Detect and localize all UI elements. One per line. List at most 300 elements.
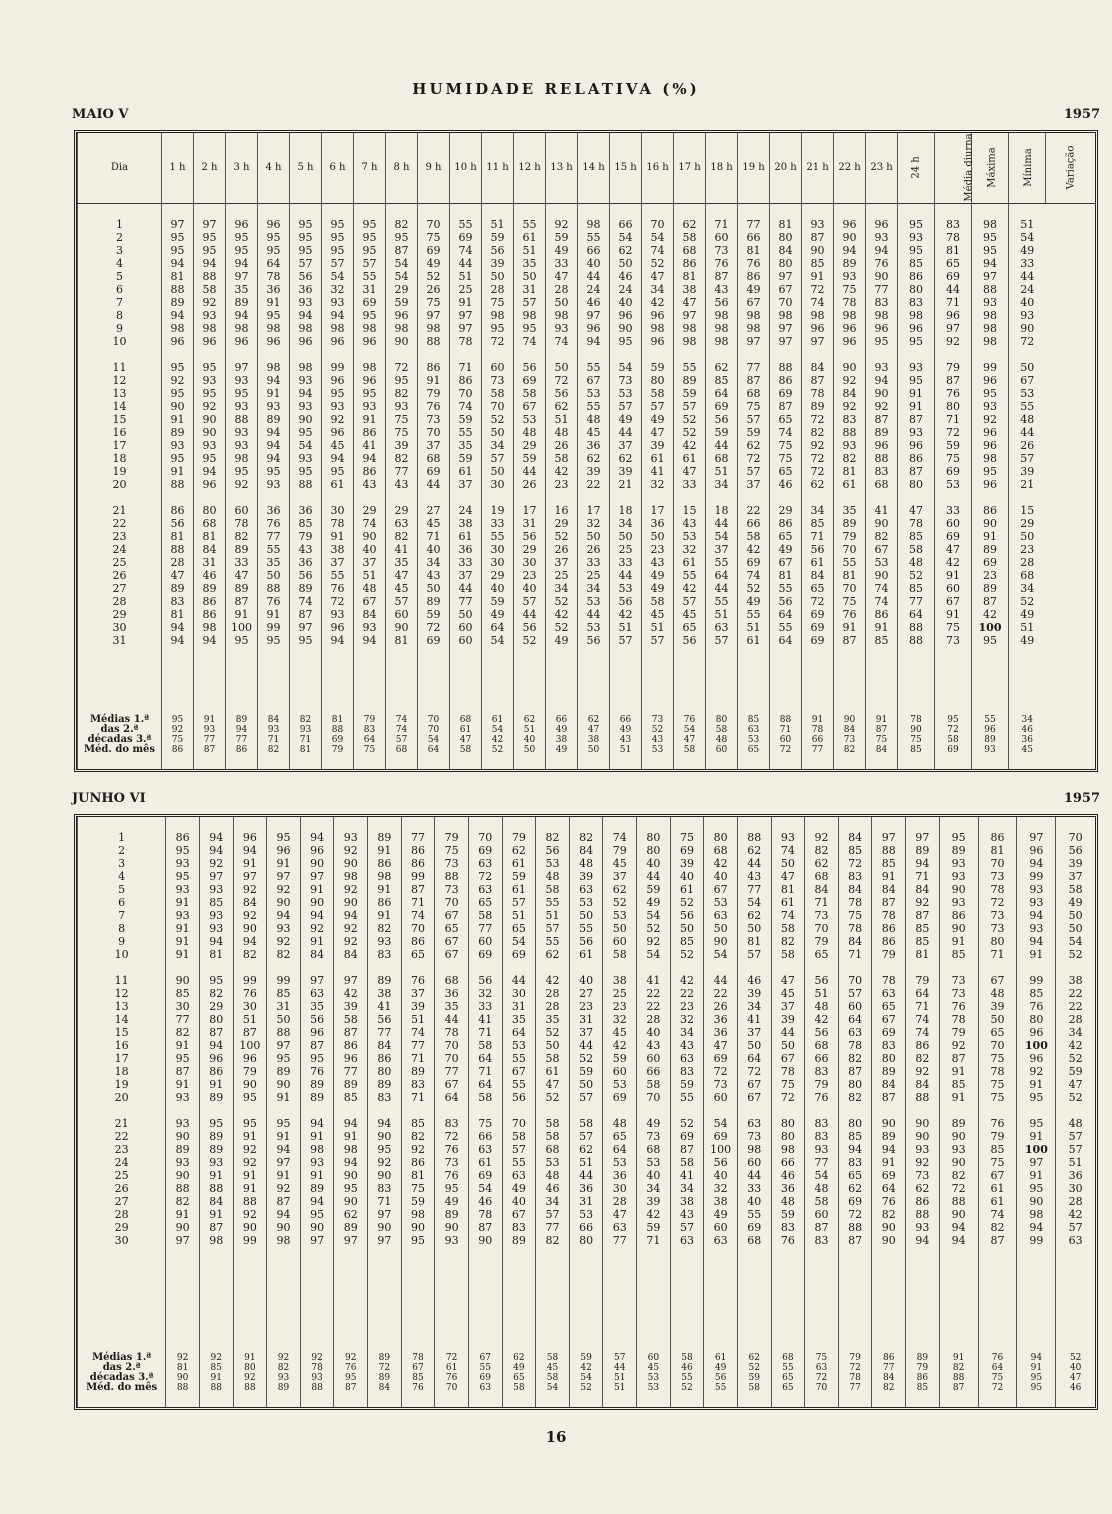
day-cell: 22 — [78, 517, 162, 530]
value-cell: 22 — [1056, 1000, 1095, 1013]
mean-value-cell: 88 — [322, 725, 354, 735]
value-cell: 47 — [546, 270, 578, 283]
value-cell: 91 — [233, 1130, 267, 1143]
value-cell: 66 — [468, 1130, 502, 1143]
spacer-cell — [482, 203, 514, 218]
spacer-cell — [674, 491, 706, 504]
value-cell: 85 — [166, 987, 200, 1000]
value-cell: 92 — [162, 374, 194, 387]
mean-value-cell: 76 — [435, 1373, 469, 1383]
spacer-cell — [78, 348, 162, 361]
spacer-cell — [898, 348, 935, 361]
spacer-cell — [536, 1393, 570, 1407]
value-cell: 98 — [514, 309, 546, 322]
value-cell: 68 — [706, 452, 738, 465]
value-cell: 86 — [199, 1065, 233, 1078]
value-cell: 32 — [642, 478, 674, 491]
value-cell: 40 — [637, 857, 671, 870]
value-cell: 37 — [603, 870, 637, 883]
value-cell: 93 — [939, 857, 978, 870]
mean-value-cell: 40 — [1056, 1363, 1095, 1373]
value-cell: 49 — [1009, 244, 1046, 257]
value-cell: 54 — [706, 530, 738, 543]
value-cell: 98 — [578, 218, 610, 231]
value-cell: 93 — [802, 218, 834, 231]
value-cell: 66 — [569, 1221, 603, 1234]
mean-value-cell: 60 — [770, 735, 802, 745]
value-cell: 75 — [482, 296, 514, 309]
mean-value-cell: 52 — [737, 1363, 771, 1373]
value-cell: 90 — [267, 1221, 301, 1234]
value-cell: 55 — [482, 530, 514, 543]
value-cell: 62 — [610, 244, 642, 257]
table-row — [78, 309, 1096, 322]
mean-value-cell: 90 — [166, 1373, 200, 1383]
value-cell: 98 — [898, 309, 935, 322]
value-cell: 90 — [939, 922, 978, 935]
value-cell: 95 — [322, 387, 354, 400]
spacer-cell — [972, 348, 1009, 361]
value-cell: 75 — [738, 400, 770, 413]
value-cell: 41 — [670, 1169, 704, 1182]
mean-value-cell: 82 — [834, 745, 866, 755]
value-cell: 89 — [162, 582, 194, 595]
value-cell: 82 — [386, 452, 418, 465]
value-cell: 93 — [166, 857, 200, 870]
value-cell: 94 — [258, 374, 290, 387]
value-cell: 98 — [226, 452, 258, 465]
value-cell: 36 — [704, 1013, 738, 1026]
spacer-cell — [637, 817, 671, 831]
column-header: 2 h — [194, 133, 226, 203]
value-cell: 16 — [546, 504, 578, 517]
value-cell: 73 — [435, 1156, 469, 1169]
value-cell: 91 — [300, 1130, 334, 1143]
value-cell: 25 — [610, 543, 642, 556]
value-cell: 75 — [834, 283, 866, 296]
value-cell: 74 — [514, 335, 546, 348]
mean-value-cell: 95 — [334, 1373, 368, 1383]
day-cell: 8 — [78, 309, 162, 322]
value-cell: 81 — [771, 883, 805, 896]
value-cell: 76 — [401, 974, 435, 987]
mean-value-cell: 54 — [536, 1383, 570, 1393]
value-cell: 48 — [1056, 1117, 1095, 1130]
value-cell: 82 — [838, 1052, 872, 1065]
value-cell: 76 — [1017, 1000, 1056, 1013]
value-cell: 93 — [898, 231, 935, 244]
value-cell: 90 — [334, 857, 368, 870]
value-cell: 84 — [802, 361, 834, 374]
value-cell: 72 — [802, 595, 834, 608]
table-row — [78, 426, 1096, 439]
spacer-cell — [233, 817, 267, 831]
value-cell: 95 — [972, 387, 1009, 400]
value-cell: 95 — [1017, 1117, 1056, 1130]
value-cell: 96 — [866, 439, 898, 452]
mean-value-cell: 92 — [334, 1353, 368, 1363]
may-table — [77, 133, 1095, 769]
value-cell: 60 — [386, 608, 418, 621]
spacer-cell — [1056, 1393, 1095, 1407]
value-cell: 88 — [838, 1221, 872, 1234]
value-cell: 73 — [935, 634, 972, 647]
value-cell: 89 — [368, 1078, 402, 1091]
value-cell: 49 — [502, 1182, 536, 1195]
value-cell: 98 — [866, 309, 898, 322]
value-cell: 44 — [435, 1013, 469, 1026]
value-cell: 98 — [972, 335, 1009, 348]
value-cell: 72 — [546, 374, 578, 387]
value-cell: 43 — [674, 517, 706, 530]
value-cell: 67 — [770, 556, 802, 569]
value-cell: 56 — [502, 1091, 536, 1104]
value-cell: 92 — [637, 935, 671, 948]
value-cell: 77 — [738, 218, 770, 231]
value-cell: 86 — [770, 374, 802, 387]
value-cell: 95 — [300, 1208, 334, 1221]
spacer-cell — [450, 203, 482, 218]
value-cell: 44 — [1009, 426, 1046, 439]
value-cell: 74 — [771, 909, 805, 922]
value-cell: 49 — [546, 634, 578, 647]
value-cell: 47 — [704, 1039, 738, 1052]
table-row — [78, 1039, 1096, 1052]
value-cell: 80 — [637, 831, 671, 844]
spacer-cell — [603, 1393, 637, 1407]
value-cell: 94 — [226, 257, 258, 270]
mean-value-cell: 89 — [906, 1353, 940, 1363]
value-cell: 80 — [642, 374, 674, 387]
value-cell: 67 — [935, 595, 972, 608]
value-cell: 83 — [401, 1078, 435, 1091]
value-cell: 54 — [704, 1117, 738, 1130]
spacer-cell — [610, 203, 642, 218]
value-cell: 71 — [637, 1234, 671, 1247]
value-cell: 82 — [771, 935, 805, 948]
value-cell: 77 — [450, 595, 482, 608]
spacer-cell — [802, 647, 834, 716]
value-cell: 55 — [514, 218, 546, 231]
value-cell: 94 — [939, 1234, 978, 1247]
means-label: Méd. do mês — [78, 745, 162, 755]
value-cell: 59 — [450, 413, 482, 426]
value-cell: 89 — [162, 296, 194, 309]
value-cell: 90 — [866, 270, 898, 283]
value-cell: 89 — [300, 1078, 334, 1091]
value-cell: 75 — [834, 595, 866, 608]
value-cell: 58 — [637, 1078, 671, 1091]
spacer-cell — [805, 1104, 839, 1117]
mean-value-cell: 44 — [603, 1363, 637, 1373]
spacer-cell — [162, 491, 194, 504]
mean-value-cell: 49 — [502, 1363, 536, 1373]
value-cell: 41 — [866, 504, 898, 517]
value-cell: 57 — [642, 400, 674, 413]
value-cell: 52 — [569, 1052, 603, 1065]
value-cell: 87 — [334, 1026, 368, 1039]
value-cell: 41 — [368, 1000, 402, 1013]
value-cell: 90 — [233, 1221, 267, 1234]
value-cell: 88 — [906, 1091, 940, 1104]
value-cell: 53 — [610, 582, 642, 595]
spacer-cell — [866, 348, 898, 361]
value-cell: 95 — [972, 634, 1009, 647]
mean-value-cell: 92 — [267, 1353, 301, 1363]
value-cell: 87 — [670, 1143, 704, 1156]
spacer-cell — [199, 1247, 233, 1353]
mean-value-cell: 48 — [706, 735, 738, 745]
value-cell: 97 — [334, 1234, 368, 1247]
value-cell: 84 — [334, 948, 368, 961]
value-cell: 60 — [637, 1052, 671, 1065]
mean-value-cell: 78 — [300, 1363, 334, 1373]
value-cell: 92 — [199, 857, 233, 870]
value-cell: 76 — [805, 1091, 839, 1104]
value-cell: 54 — [482, 634, 514, 647]
mean-value-cell: 46 — [1009, 725, 1046, 735]
value-cell: 72 — [322, 595, 354, 608]
means-row — [78, 1353, 1096, 1363]
value-cell: 72 — [838, 1208, 872, 1221]
value-cell: 85 — [906, 922, 940, 935]
value-cell: 34 — [418, 556, 450, 569]
spacer-cell — [866, 647, 898, 716]
mean-value-cell: 76 — [978, 1353, 1017, 1363]
value-cell: 91 — [368, 883, 402, 896]
value-cell: 60 — [935, 582, 972, 595]
value-cell: 60 — [704, 1091, 738, 1104]
value-cell: 72 — [418, 621, 450, 634]
value-cell: 69 — [450, 231, 482, 244]
value-cell: 64 — [898, 608, 935, 621]
value-cell: 58 — [771, 948, 805, 961]
value-cell: 88 — [872, 844, 906, 857]
value-cell: 56 — [706, 413, 738, 426]
value-cell: 83 — [838, 870, 872, 883]
value-cell: 55 — [770, 621, 802, 634]
mean-value-cell: 49 — [546, 725, 578, 735]
mean-value-cell: 74 — [386, 725, 418, 735]
value-cell: 94 — [334, 1156, 368, 1169]
value-cell: 38 — [704, 1195, 738, 1208]
spacer-cell — [805, 1247, 839, 1353]
value-cell: 23 — [546, 478, 578, 491]
value-cell: 51 — [569, 1156, 603, 1169]
mean-value-cell: 42 — [569, 1363, 603, 1373]
value-cell: 76 — [418, 400, 450, 413]
value-cell: 64 — [770, 634, 802, 647]
means-row — [78, 745, 1096, 755]
value-cell: 55 — [258, 543, 290, 556]
table-row — [78, 844, 1096, 857]
day-cell: 6 — [78, 283, 162, 296]
value-cell: 36 — [642, 517, 674, 530]
mean-value-cell: 54 — [482, 725, 514, 735]
mean-value-cell: 62 — [737, 1353, 771, 1363]
value-cell: 78 — [435, 1026, 469, 1039]
value-cell: 93 — [199, 922, 233, 935]
value-cell: 36 — [603, 1169, 637, 1182]
table-row — [78, 1195, 1096, 1208]
value-cell: 92 — [972, 413, 1009, 426]
value-cell: 91 — [935, 569, 972, 582]
value-cell: 37 — [738, 478, 770, 491]
column-header: Mínima — [1009, 133, 1046, 203]
value-cell: 44 — [610, 569, 642, 582]
value-cell: 31 — [502, 1000, 536, 1013]
value-cell: 44 — [502, 974, 536, 987]
value-cell: 32 — [578, 517, 610, 530]
day-cell: 13 — [78, 1000, 166, 1013]
spacer-cell — [78, 1104, 166, 1117]
value-cell: 91 — [166, 1039, 200, 1052]
value-cell: 95 — [233, 1091, 267, 1104]
value-cell: 84 — [770, 244, 802, 257]
value-cell: 55 — [536, 896, 570, 909]
value-cell: 39 — [482, 257, 514, 270]
value-cell: 26 — [578, 543, 610, 556]
means-row — [78, 1363, 1096, 1373]
value-cell: 97 — [578, 309, 610, 322]
value-cell: 88 — [939, 1195, 978, 1208]
value-cell: 51 — [805, 987, 839, 1000]
value-cell: 93 — [906, 1143, 940, 1156]
value-cell: 90 — [872, 1221, 906, 1234]
spacer-cell — [738, 491, 770, 504]
value-cell: 42 — [334, 987, 368, 1000]
spacer-cell — [233, 1247, 267, 1353]
value-cell: 86 — [334, 1039, 368, 1052]
value-cell: 95 — [194, 244, 226, 257]
value-cell: 70 — [435, 896, 469, 909]
mean-value-cell: 88 — [770, 715, 802, 725]
value-cell: 49 — [637, 1117, 671, 1130]
value-cell: 86 — [166, 831, 200, 844]
value-cell: 72 — [771, 1091, 805, 1104]
value-cell: 69 — [468, 948, 502, 961]
value-cell: 47 — [1056, 1078, 1095, 1091]
value-cell: 36 — [450, 543, 482, 556]
value-cell: 89 — [401, 1065, 435, 1078]
spacer-cell — [872, 817, 906, 831]
mean-value-cell: 93 — [290, 725, 322, 735]
value-cell: 93 — [354, 621, 386, 634]
spacer-cell — [418, 491, 450, 504]
value-cell: 78 — [978, 883, 1017, 896]
value-cell: 34 — [1009, 582, 1046, 595]
value-cell: 99 — [258, 621, 290, 634]
value-cell: 55 — [322, 569, 354, 582]
value-cell: 60 — [468, 935, 502, 948]
spacer-cell — [578, 755, 610, 769]
value-cell: 74 — [866, 595, 898, 608]
spacer-cell — [354, 755, 386, 769]
value-cell: 44 — [578, 608, 610, 621]
column-header: 16 h — [642, 133, 674, 203]
value-cell: 65 — [435, 922, 469, 935]
spacer-cell — [514, 491, 546, 504]
value-cell: 63 — [603, 1221, 637, 1234]
value-cell: 50 — [704, 922, 738, 935]
value-cell: 48 — [771, 1195, 805, 1208]
value-cell: 91 — [166, 922, 200, 935]
value-cell: 43 — [386, 478, 418, 491]
value-cell: 55 — [737, 1208, 771, 1221]
value-cell: 94 — [322, 634, 354, 647]
spacer-cell — [1056, 1247, 1095, 1353]
value-cell: 76 — [258, 517, 290, 530]
value-cell: 59 — [482, 595, 514, 608]
value-cell: 82 — [906, 1052, 940, 1065]
value-cell: 72 — [939, 1182, 978, 1195]
mean-value-cell: 57 — [386, 735, 418, 745]
value-cell: 53 — [637, 1156, 671, 1169]
value-cell: 94 — [939, 1221, 978, 1234]
mean-value-cell: 82 — [258, 745, 290, 755]
mean-value-cell: 47 — [578, 725, 610, 735]
value-cell: 86 — [194, 595, 226, 608]
value-cell: 86 — [872, 935, 906, 948]
value-cell: 87 — [939, 1052, 978, 1065]
spacer-cell — [482, 348, 514, 361]
day-cell: 25 — [78, 1169, 166, 1182]
value-cell: 85 — [898, 582, 935, 595]
value-cell: 86 — [354, 426, 386, 439]
value-cell: 33 — [468, 1000, 502, 1013]
day-cell: 28 — [78, 1208, 166, 1221]
table-row — [78, 439, 1096, 452]
spacer-cell — [536, 961, 570, 974]
spacer-cell — [738, 348, 770, 361]
value-cell: 77 — [866, 283, 898, 296]
value-cell: 93 — [805, 1143, 839, 1156]
value-cell: 62 — [737, 909, 771, 922]
mean-value-cell: 52 — [642, 725, 674, 735]
value-cell: 35 — [258, 556, 290, 569]
value-cell: 30 — [603, 1182, 637, 1195]
value-cell: 90 — [233, 1078, 267, 1091]
value-cell: 90 — [166, 1169, 200, 1182]
value-cell: 51 — [450, 270, 482, 283]
value-cell: 52 — [1056, 948, 1095, 961]
value-cell: 53 — [578, 387, 610, 400]
value-cell: 26 — [546, 543, 578, 556]
spacer-cell — [802, 348, 834, 361]
value-cell: 93 — [258, 400, 290, 413]
value-cell: 89 — [226, 582, 258, 595]
mean-value-cell: 58 — [935, 735, 972, 745]
value-cell: 90 — [939, 1156, 978, 1169]
value-cell: 94 — [162, 257, 194, 270]
value-cell: 90 — [872, 1234, 906, 1247]
mean-value-cell: 78 — [401, 1353, 435, 1363]
spacer-cell — [258, 348, 290, 361]
value-cell: 68 — [738, 387, 770, 400]
value-cell: 89 — [368, 974, 402, 987]
value-cell: 100 — [233, 1039, 267, 1052]
day-cell: 4 — [78, 870, 166, 883]
value-cell: 80 — [935, 400, 972, 413]
mean-value-cell: 62 — [514, 715, 546, 725]
value-cell: 39 — [386, 439, 418, 452]
value-cell: 77 — [435, 1065, 469, 1078]
value-cell: 47 — [771, 870, 805, 883]
value-cell: 49 — [642, 582, 674, 595]
value-cell: 66 — [578, 244, 610, 257]
value-cell: 76 — [258, 595, 290, 608]
mean-value-cell: 91 — [233, 1353, 267, 1363]
